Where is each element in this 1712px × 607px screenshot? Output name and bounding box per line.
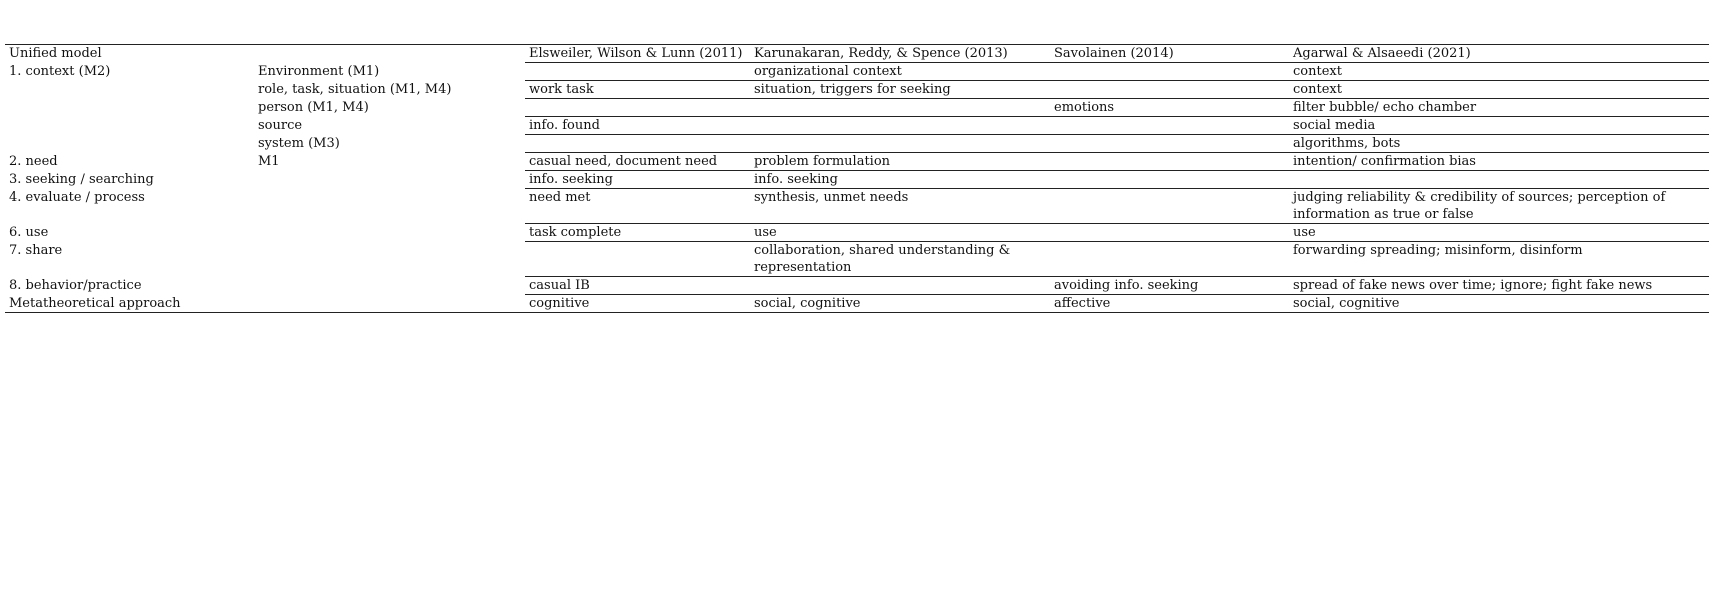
- cell-elsweiler: cognitive: [525, 295, 750, 313]
- cell-agarwal: [1289, 171, 1709, 189]
- row-category: 4. evaluate / process: [9, 189, 145, 205]
- cell-agarwal: social, cognitive: [1289, 295, 1709, 313]
- cell-agarwal: filter bubble/ echo chamber: [1289, 99, 1709, 117]
- row-category: [5, 81, 254, 99]
- cell-karunakaran: social, cognitive: [750, 295, 1050, 313]
- cell-karunakaran: [750, 99, 1050, 117]
- cell-savolainen: [1050, 242, 1289, 277]
- row-subcategory: role, task, situation (M1, M4): [258, 81, 452, 97]
- cell-savolainen: [1050, 81, 1289, 99]
- row-category: 2. need: [9, 153, 58, 169]
- cell-karunakaran: situation, triggers for seeking: [750, 81, 1050, 99]
- cell-karunakaran: [750, 117, 1050, 135]
- header-unified-model: Unified model: [5, 45, 254, 63]
- cell-elsweiler: [525, 63, 750, 81]
- row-subcategory: person (M1, M4): [258, 99, 369, 115]
- header-elsweiler: Elsweiler, Wilson & Lunn (2011): [525, 45, 750, 63]
- cell-elsweiler: [525, 242, 750, 277]
- row-subcategory: [254, 242, 525, 277]
- row-subcategory: [254, 295, 525, 313]
- cell-savolainen: [1050, 135, 1289, 153]
- header-agarwal: Agarwal & Alsaeedi (2021): [1289, 45, 1709, 63]
- row-category: [5, 135, 254, 153]
- row-subcategory: [254, 171, 525, 189]
- table-row: [5, 224, 1709, 242]
- row-category: [5, 99, 254, 117]
- cell-agarwal: judging reliability & credibility of sources; perception of information as true or false: [1289, 189, 1709, 224]
- table-row: [5, 295, 1709, 313]
- cell-savolainen: [1050, 63, 1289, 81]
- cell-karunakaran: [750, 135, 1050, 153]
- cell-elsweiler: casual IB: [525, 277, 750, 295]
- cell-savolainen: [1050, 189, 1289, 224]
- cell-karunakaran: collaboration, shared understanding & representation: [750, 242, 1050, 277]
- comparison-table: [5, 44, 1709, 313]
- cell-agarwal: algorithms, bots: [1289, 135, 1709, 153]
- cell-savolainen: emotions: [1050, 99, 1289, 117]
- table-row: [5, 189, 1709, 224]
- cell-agarwal: forwarding spreading; misinform, disinform: [1289, 242, 1709, 277]
- table-header-row: [5, 45, 1709, 63]
- cell-karunakaran: problem formulation: [750, 153, 1050, 171]
- row-subcategory: system (M3): [258, 135, 340, 151]
- cell-elsweiler: work task: [525, 81, 750, 99]
- cell-agarwal: context: [1289, 81, 1709, 99]
- cell-karunakaran: synthesis, unmet needs: [750, 189, 1050, 224]
- cell-agarwal: use: [1289, 224, 1709, 242]
- row-category: [5, 117, 254, 135]
- cell-agarwal: context: [1289, 63, 1709, 81]
- cell-agarwal: social media: [1289, 117, 1709, 135]
- cell-savolainen: affective: [1050, 295, 1289, 313]
- table-row: [5, 277, 1709, 295]
- cell-karunakaran: use: [750, 224, 1050, 242]
- table-row: [5, 135, 1709, 153]
- cell-savolainen: [1050, 224, 1289, 242]
- cell-elsweiler: info. found: [525, 117, 750, 135]
- row-category: 3. seeking / searching: [9, 171, 154, 187]
- cell-agarwal: intention/ confirmation bias: [1289, 153, 1709, 171]
- row-subcategory: M1: [258, 153, 280, 169]
- cell-agarwal: spread of fake news over time; ignore; fight fake news: [1289, 277, 1709, 295]
- row-category: 6. use: [9, 224, 49, 240]
- cell-karunakaran: [750, 277, 1050, 295]
- row-subcategory: [254, 189, 525, 224]
- cell-karunakaran: info. seeking: [750, 171, 1050, 189]
- cell-elsweiler: task complete: [525, 224, 750, 242]
- cell-elsweiler: [525, 99, 750, 117]
- row-subcategory: source: [258, 117, 303, 133]
- cell-savolainen: [1050, 171, 1289, 189]
- row-subcategory: [254, 277, 525, 295]
- cell-karunakaran: organizational context: [750, 63, 1050, 81]
- cell-elsweiler: [525, 135, 750, 153]
- table-row: [5, 81, 1709, 99]
- table-row: [5, 171, 1709, 189]
- row-category: 7. share: [9, 242, 63, 258]
- row-category: 8. behavior/practice: [9, 277, 142, 293]
- cell-elsweiler: info. seeking: [525, 171, 750, 189]
- row-subcategory: Environment (M1): [258, 63, 380, 79]
- cell-savolainen: avoiding info. seeking: [1050, 277, 1289, 295]
- header-subcategory: [254, 45, 525, 63]
- header-savolainen: Savolainen (2014): [1050, 45, 1289, 63]
- table-row: [5, 117, 1709, 135]
- cell-savolainen: [1050, 117, 1289, 135]
- row-category: Metatheoretical approach: [5, 295, 254, 313]
- header-karunakaran: Karunakaran, Reddy, & Spence (2013): [750, 45, 1050, 63]
- cell-savolainen: [1050, 153, 1289, 171]
- table-row: [5, 153, 1709, 171]
- row-subcategory: [254, 224, 525, 242]
- cell-elsweiler: need met: [525, 189, 750, 224]
- row-category: 1. context (M2): [9, 63, 111, 79]
- table-row: [5, 99, 1709, 117]
- table-row: [5, 242, 1709, 277]
- table-row: [5, 63, 1709, 81]
- cell-elsweiler: casual need, document need: [525, 153, 750, 171]
